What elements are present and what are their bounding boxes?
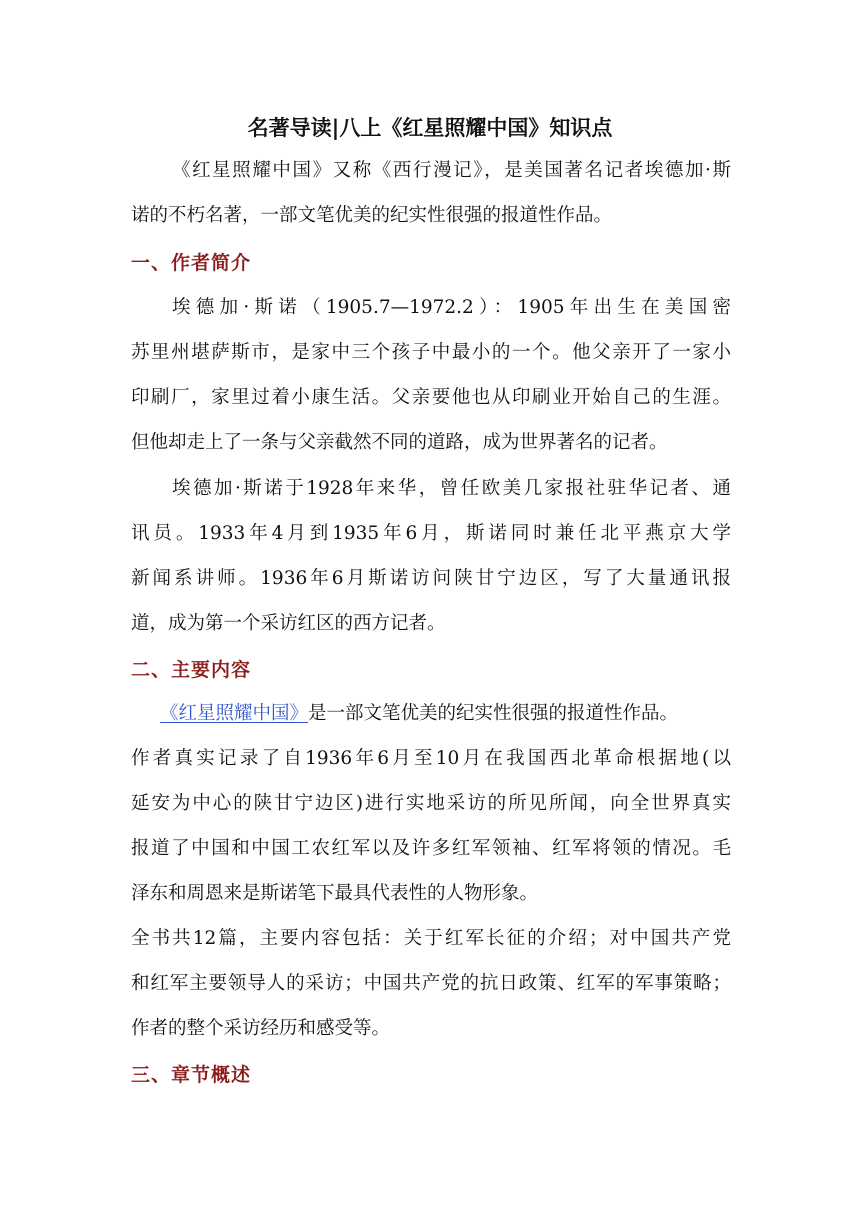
page-title: 名著导读|八上《红星照耀中国》知识点 <box>247 116 613 140</box>
content-p1-line-2: 作者真实记录了自1936年6月至10月在我国西北革命根据地(以 <box>131 748 731 769</box>
section-heading-author: 一、作者简介 <box>131 252 252 274</box>
author-p1-line-4: 但他却走上了一条与父亲截然不同的道路，成为世界著名的记者。 <box>131 432 668 453</box>
content-p1-line-4: 报道了中国和中国工农红军以及许多红军领袖、红军将领的情况。毛 <box>131 838 731 859</box>
content-p2-line-2: 和红军主要领导人的采访；中国共产党的抗日政策、红军的军事策略； <box>131 973 731 994</box>
author-p2-line-1: 埃德加·斯诺于1928年来华，曾任欧美几家报社驻华记者、通 <box>172 478 731 499</box>
author-p2-line-3: 新闻系讲师。1936年6月斯诺访问陕甘宁边区，写了大量通讯报 <box>131 568 731 589</box>
intro-line-2: 诺的不朽名著，一部文笔优美的纪实性很强的报道性作品。 <box>131 205 613 226</box>
author-p1-line-1: 埃德加·斯诺（1905.7—1972.2）：1905年出生在美国密 <box>172 297 731 318</box>
content-p1-line-3: 延安为中心的陕甘宁边区)进行实地采访的所见所闻，向全世界真实 <box>131 793 731 814</box>
content-p1-line-1-rest: 是一部文笔优美的纪实性很强的报道性作品。 <box>308 703 679 724</box>
author-p2-line-4: 道，成为第一个采访红区的西方记者。 <box>131 613 446 634</box>
book-title-link[interactable]: 《红星照耀中国》 <box>160 703 309 724</box>
content-p1-line-5: 泽东和周恩来是斯诺笔下最具代表性的人物形象。 <box>131 883 539 904</box>
section-heading-content: 二、主要内容 <box>131 659 252 681</box>
section-heading-chapters: 三、章节概述 <box>131 1064 252 1086</box>
author-p2-line-2: 讯员。1933年4月到1935年6月，斯诺同时兼任北平燕京大学 <box>131 523 731 544</box>
author-p1-line-2: 苏里州堪萨斯市，是家中三个孩子中最小的一个。他父亲开了一家小 <box>131 342 731 363</box>
content-p2-line-1: 全书共12篇，主要内容包括：关于红军长征的介绍；对中国共产党 <box>131 928 731 949</box>
author-p1-line-3: 印刷厂，家里过着小康生活。父亲要他也从印刷业开始自己的生涯。 <box>131 387 731 408</box>
intro-line-1: 《红星照耀中国》又称《西行漫记》，是美国著名记者埃德加·斯 <box>172 160 731 181</box>
content-p2-line-3: 作者的整个采访经历和感受等。 <box>131 1018 391 1039</box>
content-p1-line-1 <box>160 700 731 728</box>
